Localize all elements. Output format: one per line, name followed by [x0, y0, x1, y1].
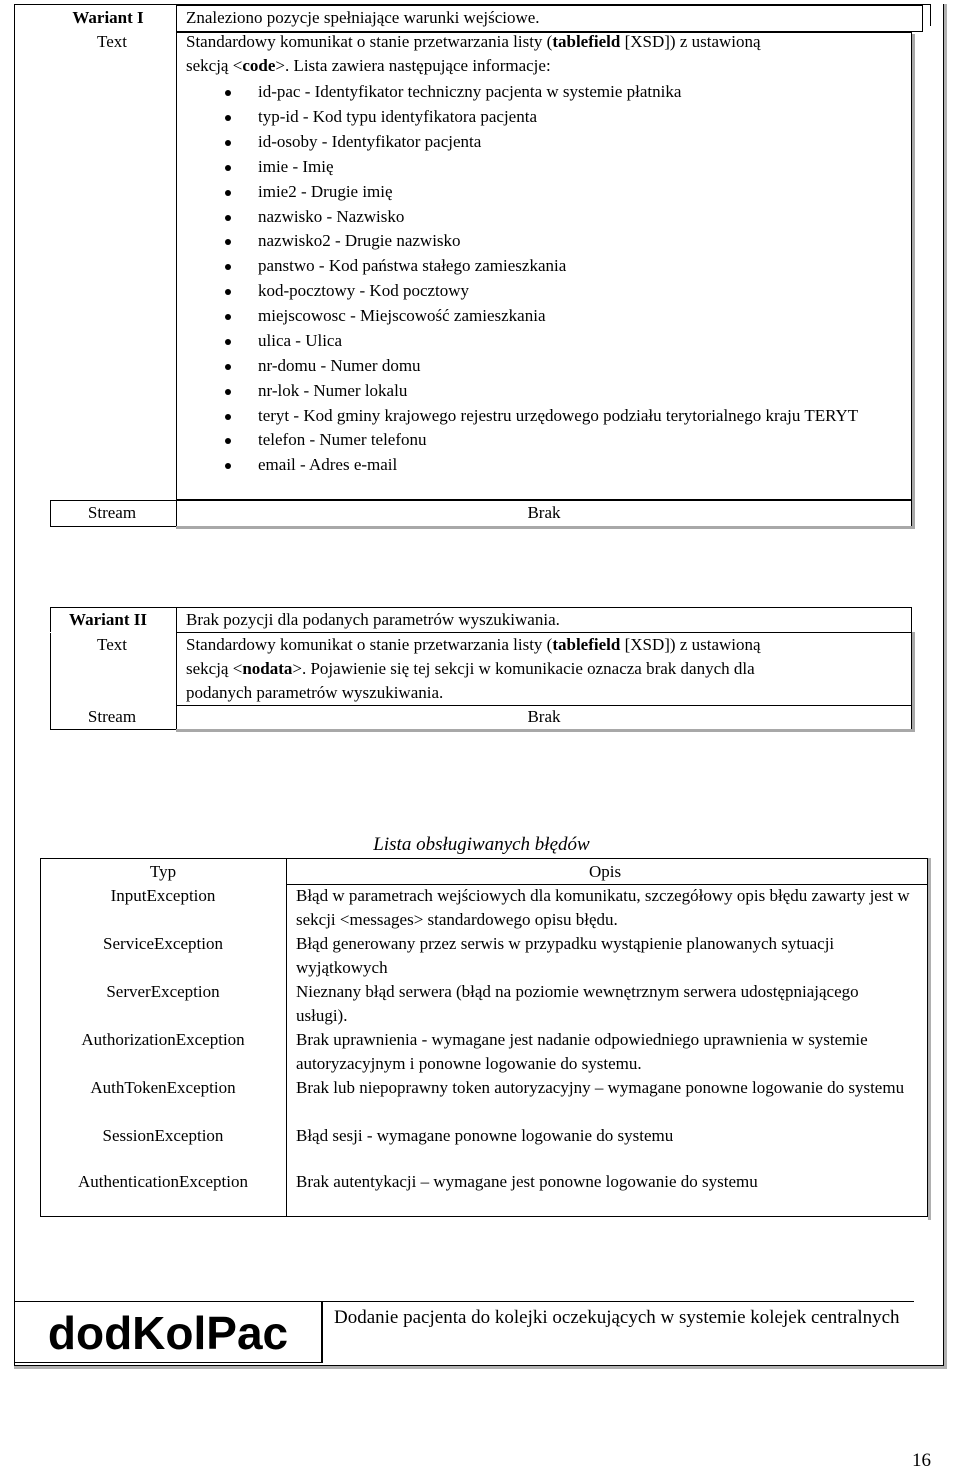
variant2-summary: Brak pozycji dla podanych parametrów wyszukiwania. [186, 610, 560, 629]
error-type: ServiceException [103, 934, 223, 953]
variant1-label: Wariant I [72, 8, 144, 27]
bullet-icon [225, 90, 231, 96]
list-item: imie - Imię [258, 155, 898, 180]
error-desc: Błąd generowany przez serwis w przypadku wystąpienie planowanych sytuacji wyjątkowych [296, 934, 835, 977]
errors-col-sep [286, 858, 287, 1217]
variant1-text-line2-bold: code [242, 56, 276, 75]
bullet-icon [225, 140, 231, 146]
error-desc: Nieznany błąd serwera (błąd na poziomie wewnętrznym serwera udostępniającego usługi). [296, 982, 859, 1025]
bullet-icon [225, 414, 231, 420]
command-description: Dodanie pacjenta do kolejki oczekujących w systemie kolejek centralnych [334, 1307, 900, 1328]
errors-shadow-right [928, 858, 931, 1220]
variant1-text-line1-bold: tablefield [552, 32, 621, 51]
variant2-box-shadow-bottom [176, 729, 915, 732]
error-type: SessionException [102, 1126, 224, 1145]
variant2-text-line2-bold: nodata [242, 659, 293, 678]
variant2-text-line3: podanych parametrów wyszukiwania. [186, 683, 444, 702]
error-desc: Błąd w parametrach wejściowych dla komunikatu, szczegółowy opis błędu zawarty jest w sekcji <messages> standardowego opisu błędu. [296, 886, 910, 929]
list-item: nazwisko2 - Drugie nazwisko [258, 229, 898, 254]
variant2-box-shadow-right [912, 632, 915, 732]
errors-col-type-header: Typ [149, 862, 177, 881]
error-type: ServerException [106, 982, 220, 1001]
variant1-box-shadow-bottom [176, 526, 915, 529]
list-item: miejscowosc - Miejscowość zamieszkania [258, 304, 898, 329]
list-item: typ-id - Kod typu identyfikatora pacjenta [258, 105, 898, 130]
error-type: InputException [110, 886, 216, 905]
frame-shadow-bottom [14, 1366, 947, 1369]
error-desc: Brak lub niepoprawny token autoryzacyjny – wymagane ponowne logowanie do systemu [296, 1078, 905, 1097]
list-item: nr-lok - Numer lokalu [258, 379, 898, 404]
variant2-text-line1-post: [XSD]) z ustawioną [620, 635, 761, 654]
list-item: nr-domu - Numer domu [258, 354, 898, 379]
bullet-icon [225, 438, 231, 444]
error-desc: Brak autentykacji – wymagane jest ponowne logowanie do systemu [296, 1172, 758, 1191]
command-sep [322, 1301, 323, 1363]
bullet-icon [225, 463, 231, 469]
error-desc: Błąd sesji - wymagane ponowne logowanie do systemu [296, 1126, 674, 1145]
bullet-icon [225, 190, 231, 196]
variant1-box-shadow-right [912, 34, 915, 529]
frame-corner-mark [930, 4, 944, 26]
variant1-text-description [186, 30, 906, 78]
variant1-stream-label: Stream [87, 503, 137, 522]
errors-title: Lista obsługiwanych błędów [373, 834, 590, 855]
variant2-text-line1-bold: tablefield [552, 635, 621, 654]
list-item: teryt - Kod gminy krajowego rejestru urzędowego podziału terytorialnego kraju TERYT [258, 404, 898, 428]
error-type: AuthenticationException [78, 1172, 248, 1191]
variant1-text-line1-post: [XSD]) z ustawioną [620, 32, 761, 51]
errors-top-rule [286, 858, 928, 859]
variant1-text-line2-post: >. Lista zawiera następujące informacje: [275, 56, 551, 75]
variant1-text-line1-pre: Standardowy komunikat o stanie przetwarzania listy ( [186, 32, 553, 51]
bullet-icon [225, 215, 231, 221]
variant2-text-line1-pre: Standardowy komunikat o stanie przetwarzania listy ( [186, 635, 553, 654]
variant1-summary: Znaleziono pozycje spełniające warunki wejściowe. [186, 8, 540, 27]
list-item: imie2 - Drugie imię [258, 180, 898, 205]
variant2-text-label: Text [97, 635, 127, 654]
bullet-icon [225, 115, 231, 121]
error-type: AuthorizationException [81, 1030, 245, 1049]
list-item: id-pac - Identyfikator techniczny pacjenta w systemie płatnika [258, 80, 898, 105]
bullet-icon [225, 165, 231, 171]
variant1-text-line2-pre: sekcją < [186, 56, 243, 75]
variant1-text-label: Text [97, 32, 127, 51]
list-item: ulica - Ulica [258, 329, 898, 354]
errors-col-desc-header: Opis [588, 862, 622, 881]
list-item: telefon - Numer telefonu [258, 428, 898, 453]
error-type: AuthTokenException [90, 1078, 236, 1097]
variant1-field-list [258, 80, 898, 478]
variant2-stream-value: Brak [527, 707, 561, 726]
list-item: email - Adres e-mail [258, 453, 898, 478]
variant2-label: Wariant II [69, 610, 147, 629]
frame-shadow-right [944, 4, 947, 1369]
bullet-icon [225, 389, 231, 395]
variant2-text-line2-post: >. Pojawienie się tej sekcji w komunikacie oznacza brak danych dla [292, 659, 755, 678]
bullet-icon [225, 364, 231, 370]
page-number: 16 [912, 1450, 931, 1471]
list-item: nazwisko - Nazwisko [258, 205, 898, 230]
variant1-stream-value: Brak [527, 503, 561, 522]
variant2-text-line2-pre: sekcją < [186, 659, 243, 678]
command-name: dodKolPac [14, 1301, 322, 1363]
error-desc: Brak uprawnienia - wymagane jest nadanie odpowiedniego uprawnienia w systemie autoryzacyjnym i ponowne logowanie do systemu. [296, 1030, 868, 1073]
list-item: id-osoby - Identyfikator pacjenta [258, 130, 898, 155]
list-item: kod-pocztowy - Kod pocztowy [258, 279, 898, 304]
variant2-stream-label: Stream [87, 707, 137, 726]
variant2-text-description [186, 633, 906, 705]
list-item: panstwo - Kod państwa stałego zamieszkania [258, 254, 898, 279]
